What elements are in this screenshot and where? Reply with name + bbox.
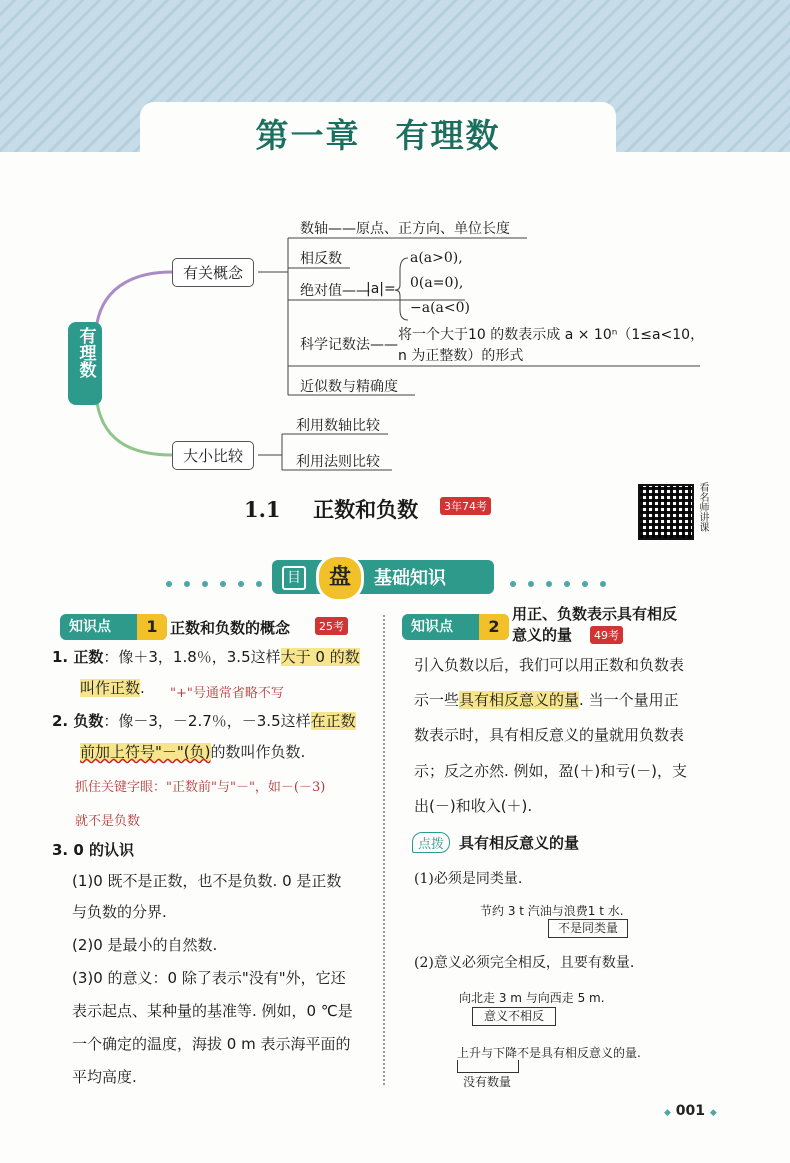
abs-case-positive: a(a>0), <box>410 250 463 266</box>
abs-case-zero: 0(a=0), <box>410 275 464 291</box>
r2-highlight: 具有相反意义的量 <box>459 691 580 709</box>
kp2-title-line1: 用正、负数表示具有相反 <box>512 605 678 623</box>
mindmap-lines <box>0 0 790 480</box>
kp1-title: 正数和负数的概念 <box>170 619 291 637</box>
item1-text: ：像＋3，1.8％，3.5这样 <box>103 648 281 666</box>
kp1-exam-tag: 25考 <box>315 617 348 635</box>
column-divider <box>383 615 385 1085</box>
page-number-value: 001 <box>675 1103 706 1119</box>
example-3-note: 没有数量 <box>463 1075 512 1089</box>
right-para-5: 出(－)和收入(＋). <box>414 797 533 815</box>
leaf-compare-rule: 利用法则比较 <box>296 454 380 470</box>
item2-highlight-2: 前加上符号"－"(负) <box>80 743 211 761</box>
item-positive <box>52 642 382 673</box>
item2-text: ：像－3，－2.7％，－3.5这样 <box>103 712 311 730</box>
leaf-compare-axis: 利用数轴比较 <box>296 418 380 434</box>
leaf-number-axis: 数轴——原点、正方向、单位长度 <box>300 221 510 237</box>
handwritten-note-keyword-2: 就不是负数 <box>75 814 141 829</box>
leaf-sci-label: 科学记数法—— <box>300 337 398 353</box>
right-para-1: 引入负数以后，我们可以用正数和负数表 <box>414 656 685 674</box>
section-exam-tag: 3年74考 <box>440 497 491 515</box>
section-number: 1.1 <box>244 497 281 522</box>
item2-line2 <box>80 737 305 768</box>
zero-point-3d: 平均高度. <box>72 1068 137 1086</box>
item1-period: . <box>140 679 145 697</box>
zero-point-3b: 表示起点、某种量的基准等. 例如，0 ℃是 <box>72 1002 353 1020</box>
kp1-number: 1 <box>137 614 167 640</box>
sci-text-line1: 将一个大于10 的数表示成 a × 10ⁿ（1≤a<10， <box>398 327 705 343</box>
leaf-opposite: 相反数 <box>300 251 342 267</box>
tip-title: 具有相反意义的量 <box>459 834 580 852</box>
item2-highlight-1: 在正数 <box>310 712 356 730</box>
item1-line2 <box>80 673 145 704</box>
knowledge-point-2-badge <box>402 614 509 640</box>
zero-point-3c: 一个确定的温度，海拔 0 m 表示海平面的 <box>72 1035 351 1053</box>
knowledge-point-1-badge <box>60 614 167 640</box>
mindmap-root <box>68 322 102 405</box>
sci-text-line2: n 为正整数）的形式 <box>398 348 524 364</box>
right-para-4: 示；反之亦然. 例如，盈(＋)和亏(－)，支 <box>414 762 687 780</box>
item-negative <box>52 706 382 737</box>
handwritten-note-keyword: 抓住关键字眼："正数前"与"－"，如－(－3) <box>75 780 326 795</box>
mindmap-root-label: 有理数 <box>75 327 96 378</box>
kp2-number: 2 <box>479 614 509 640</box>
qr-code-icon[interactable] <box>638 484 694 540</box>
zero-point-3a: (3)0 的意义：0 除了表示"没有"外，它还 <box>72 969 346 987</box>
example-2-note: 意义不相反 <box>472 1007 556 1026</box>
zero-point-1b: 与负数的分界. <box>72 903 167 921</box>
zero-point-1a: (1)0 既不是正数，也不是负数. 0 是正数 <box>72 872 342 890</box>
example-3-bracket <box>457 1060 519 1073</box>
kp1-label: 知识点 <box>69 619 111 635</box>
section-name: 正数和负数 <box>313 498 419 522</box>
item2-rest: 的数叫作负数. <box>210 743 306 761</box>
mindmap-branch-compare: 大小比较 <box>172 441 254 470</box>
r2-a: 示一些 <box>414 691 460 709</box>
abs-case-negative: −a(a<0) <box>410 300 470 316</box>
tip-point-2: (2)意义必须完全相反，且要有数量. <box>414 955 635 971</box>
item-zero-head: 3. 0 的认识 <box>52 841 135 859</box>
item2-head: 2. 负数 <box>52 712 104 730</box>
handwritten-note-plus-sign: "+"号通常省略不写 <box>170 686 284 701</box>
zero-point-2: (2)0 是最小的自然数. <box>72 936 218 954</box>
leaf-abs-expr: |a|= <box>366 281 396 297</box>
example-1-note: 不是同类量 <box>548 919 628 938</box>
kp2-title-line2: 意义的量 <box>512 626 573 644</box>
page-number: ◆ 001 ◆ <box>664 1103 717 1119</box>
qr-label: 看名师讲课 <box>697 482 708 532</box>
right-para-2 <box>414 685 679 716</box>
mindmap-branch-concepts: 有关概念 <box>172 258 254 287</box>
item1-head: 1. 正数 <box>52 648 104 666</box>
kp2-exam-tag: 49考 <box>590 626 623 644</box>
section-title <box>244 494 418 524</box>
tip-point-1: (1)必须是同类量. <box>414 871 523 887</box>
kp2-label: 知识点 <box>411 619 453 635</box>
chapter-title: 第一章 有理数 <box>255 116 501 155</box>
leaf-approx: 近似数与精确度 <box>300 379 398 395</box>
leaf-abs-label: 绝对值—— <box>300 283 370 299</box>
item1-highlight: 大于 0 的数 <box>280 648 360 666</box>
example-3: 上升与下降不是具有相反意义的量. <box>457 1046 641 1060</box>
r2-b: . 当一个量用正 <box>579 691 679 709</box>
item1-highlight-2: 叫作正数 <box>80 679 141 697</box>
tip-badge: 点拨 <box>412 832 450 853</box>
banner-pan-badge: 盘 <box>316 554 364 602</box>
right-para-3: 数表示时，具有相反意义的量就用负数表 <box>414 726 685 744</box>
example-2: 向北走 3 m 与向西走 5 m. <box>459 991 605 1005</box>
banner-book-icon: 目 <box>282 566 306 590</box>
banner-label: 基础知识 <box>374 568 446 589</box>
example-1: 节约 3 t 汽油与浪费1 t 水. <box>480 904 624 918</box>
